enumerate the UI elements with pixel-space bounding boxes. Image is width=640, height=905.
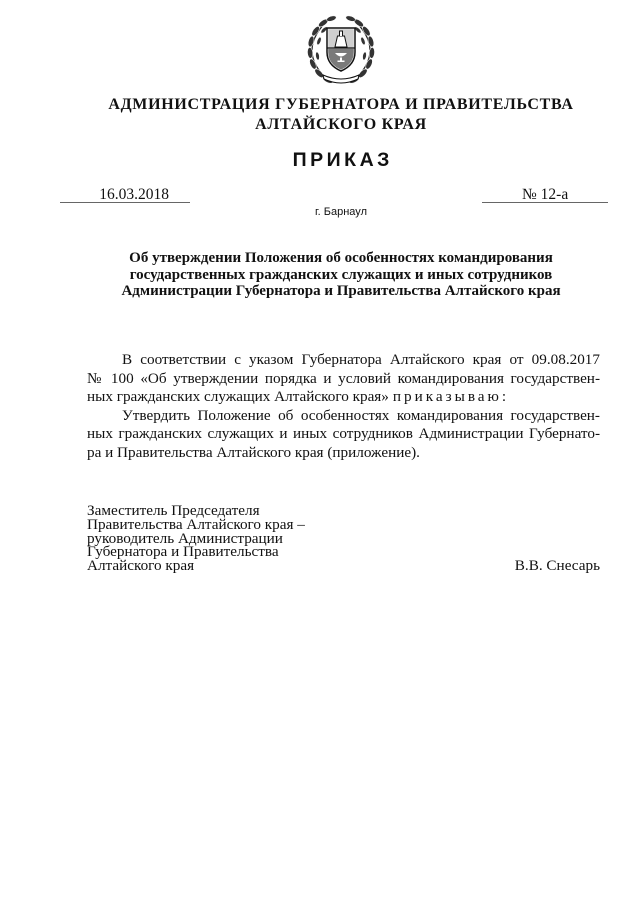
signer-position-line: Правительства Алтайского края – [87,515,305,533]
order-subject [42,250,640,300]
body-line: № 100 «Об утверждении порядка и условий командирования государствен- [87,369,600,387]
body-line: ра и Правительства Алтайского края (приложение). [87,443,420,461]
order-verb: приказываю [392,388,502,406]
order-verb-colon: : [501,388,507,406]
order-date: 16.03.2018 [60,186,190,203]
body-line: Утвердить Положение об особенностях командирования государствен- [122,406,600,424]
signature-block [87,504,600,574]
signer-position-line: руководитель Администрации [87,529,283,547]
order-city: г. Барнаул [315,206,367,218]
coat-of-arms-graphic [304,8,378,86]
issuer-title-line2: АЛТАЙСКОГО КРАЯ [255,116,427,133]
coat-of-arms-icon [304,8,378,86]
document-type [42,148,640,172]
subject-line: Администрации Губернатора и Правительства Алтайского края [121,283,561,299]
subject-line: государственных гражданских служащих и иных сотрудников [129,266,553,283]
shield [327,28,355,71]
body-line-text: ных гражданских служащих Алтайского края» [87,388,389,406]
signer-position-line: Алтайского края [87,557,195,575]
order-number: № 12-а [482,186,608,203]
body-line: В соответствии с указом Губернатора Алтайского края от 09.08.2017 [122,351,600,368]
signer-position-line: Губернатора и Правительства [87,543,279,561]
signer-position-line: Заместитель Председателя [87,502,260,519]
order-body [87,351,600,463]
issuer-title [42,95,640,135]
document-type-label: ПРИКАЗ [292,149,393,171]
body-line [87,388,600,407]
body-line: ных гражданских служащих и иных сотрудников Администрации Губернато- [87,425,600,443]
signer-name: В.В. Снесарь [514,557,600,575]
issuer-title-line1: АДМИНИСТРАЦИЯ ГУБЕРНАТОРА И ПРАВИТЕЛЬСТВА [108,96,574,113]
subject-line: Об утверждении Положения об особенностях командирования [129,250,553,266]
